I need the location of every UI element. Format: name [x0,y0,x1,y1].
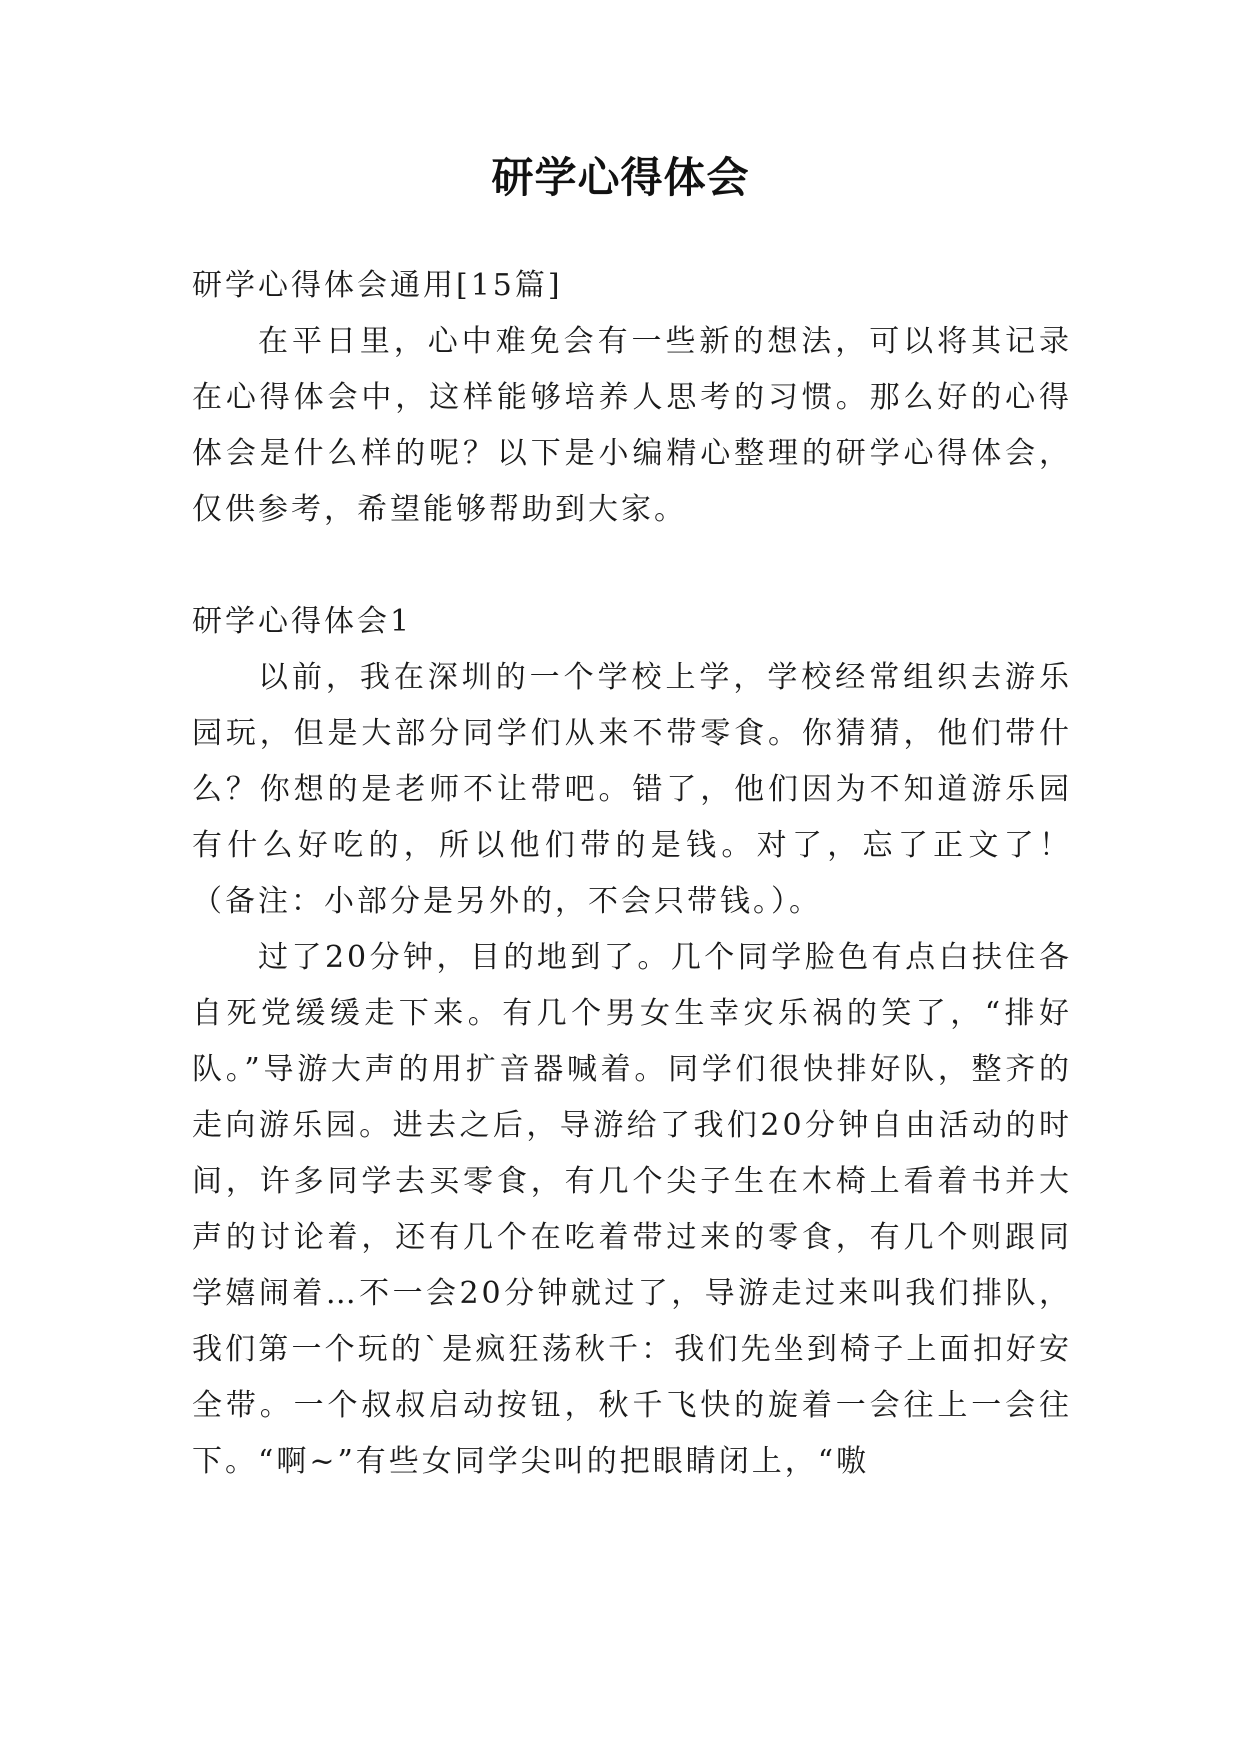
body-paragraph: 以前，我在深圳的一个学校上学，学校经常组织去游乐园玩，但是大部分同学们从来不带零食。你猜猜，他们带什么？你想的是老师不让带吧。错了，他们因为不知道游乐园有什么好吃的，所以他们带的是钱。对了，忘了正文了！（备注：小部分是另外的，不会只带钱。）。 [192,660,1072,919]
section-spacer [192,538,1072,594]
body-paragraph: 过了20分钟，目的地到了。几个同学脸色有点白扶住各自死党缓缓走下来。有几个男女生幸灾乐祸的笑了，“排好队。”导游大声的用扩音器喊着。同学们很快排好队，整齐的走向游乐园。进去之后，导游给了我们20分钟自由活动的时间，许多同学去买零食，有几个尖子生在木椅上看着书并大声的讨论着，还有几个在吃着带过来的零食，有几个则跟同学嬉闹着…不一会20分钟就过了，导游走过来叫我们排队，我们第一个玩的`是疯狂荡秋千：我们先坐到椅子上面扣好安全带。一个叔叔启动按钮，秋千飞快的旋着一会往上一会往下。“啊~”有些女同学尖叫的把眼睛闭上，“嗷 [192,940,1072,1479]
document-subtitle: 研学心得体会通用[15篇] [192,268,563,303]
document-body [192,258,1072,1490]
intro-paragraph: 在平日里，心中难免会有一些新的想法，可以将其记录在心得体会中，这样能够培养人思考的习惯。那么好的心得体会是什么样的呢？以下是小编精心整理的研学心得体会，仅供参考，希望能够帮助到大家。 [192,324,1072,527]
section-heading: 研学心得体会1 [192,604,413,639]
document-title: 研学心得体会 [491,153,750,202]
